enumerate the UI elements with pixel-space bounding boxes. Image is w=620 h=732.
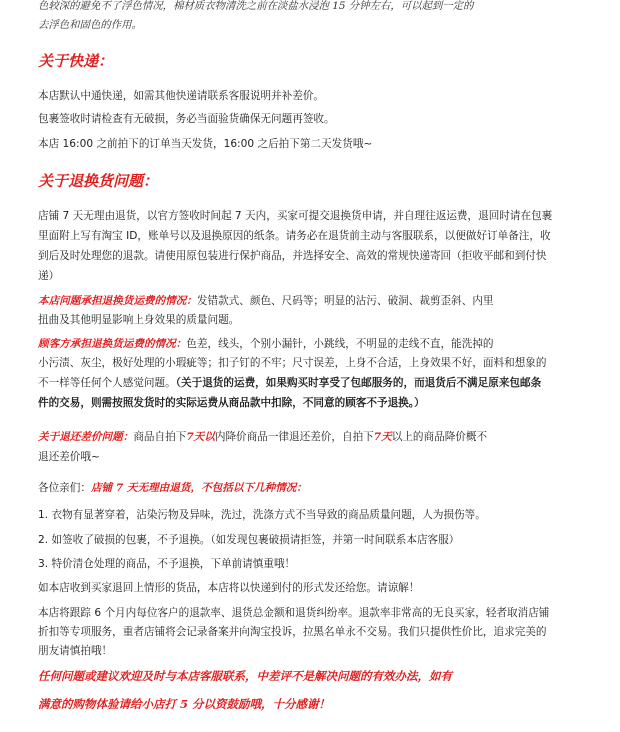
exceptions-intro <box>38 478 612 498</box>
policy-line: 本店将跟踪 6 个月内每位客户的退款率、退货总金额和退货纠纷率。退款率非常高的无良买家，轻者取消店铺 <box>38 607 550 619</box>
store-pays-block <box>38 291 612 311</box>
customer-pays-block <box>38 334 612 354</box>
exception-item: 3. 特价清仓处理的商品，不予退换，下单前请慎重哦！ <box>38 558 296 570</box>
price-diff-block <box>38 427 612 447</box>
shipping-fee-note: （关于退货的运费，如果购买时享受了包邮服务的，而退货后不满足原来包邮条 <box>175 377 542 389</box>
exceptions-notice: 如本店收到买家退回上情形的货品，本店将以快递到付的形式发还给您。请谅解！ <box>38 582 420 594</box>
store-pays-label: 本店问题承担退换货运费的情况： <box>38 295 197 307</box>
price-diff-text: 以上的商品降价概不 <box>391 431 488 443</box>
returns-line: 里面附上写有淘宝 ID，账单号以及退换原因的纸条。请务必在退货前主动与客服联系，以便做好订单备注，收 <box>38 230 551 242</box>
customer-pays-line <box>38 373 612 393</box>
closing-line: 满意的购物体验请给小店打 5 分以资鼓励哦，十分感谢！ <box>38 697 331 711</box>
shipping-fee-note-line: 件的交易，则需按照发货时的实际运费从商品款中扣除，不同意的顾客不予退换。） <box>38 397 425 409</box>
closing-line: 任何问题或建议欢迎及时与本店客服联系，中差评不是解决问题的有效办法，如有 <box>38 669 452 683</box>
intro-line: 去浮色和固色的作用。 <box>38 19 142 31</box>
customer-pays-text: 不一样等任何个人感觉问题。 <box>38 377 176 389</box>
returns-line: 到后及时处理您的退款。请使用原包装进行保护商品，并选择安全、高效的常规快递寄回（拒收平邮和到付快 <box>38 250 547 262</box>
shipping-line: 包裹签收时请检查有无破损，务必当面验货确保无问题再签收。 <box>38 113 335 125</box>
price-diff-text: 商品自拍下 <box>133 431 187 443</box>
customer-pays-line: 小污渍、灰尘，极好处理的小瑕疵等；扣子钉的不牢；尺寸误差，上身不合适，上身效果不好，面料和想象的 <box>38 357 547 369</box>
shipping-line: 本店 16:00 之前拍下的订单当天发货，16:00 之后拍下第二天发货哦~ <box>38 138 373 150</box>
shipping-heading: 关于快递： <box>38 52 114 70</box>
shipping-line: 本店默认中通快递，如需其他快递请联系客服说明并补差价。 <box>38 90 325 102</box>
customer-pays-label: 顾客方承担退换货运费的情况： <box>38 338 187 350</box>
price-diff-line: 退还差价哦~ <box>38 451 100 463</box>
price-diff-heading: 关于退还差价问题： <box>38 431 134 443</box>
intro-line: 色较深的避免不了浮色情况，棉材质衣物清洗之前在淡盐水浸泡 15 分钟左右，可以起到一定的 <box>38 0 474 12</box>
exception-item: 2. 如签收了破损的包裹，不予退换。（如发现包裹破损请拒签，并第一时间联系本店客服） <box>38 534 460 546</box>
returns-line: 店铺 7 天无理由退货，以官方签收时间起 7 天内，买家可提交退换货申请，并自理往返运费，退回时请在包裹 <box>38 210 553 222</box>
returns-heading: 关于退换货问题： <box>38 172 159 190</box>
price-diff-days: 7天 <box>373 431 392 443</box>
returns-line: 递） <box>38 270 60 282</box>
policy-line: 朋友请慎拍哦！ <box>38 645 113 657</box>
price-diff-days: 7天以 <box>186 431 215 443</box>
store-pays-text: 发错款式、颜色、尺码等；明显的沾污、破洞、裁剪歪斜、内里 <box>196 295 494 307</box>
price-diff-text: 内降价商品一律退还差价，自拍下 <box>214 431 374 443</box>
store-pays-line: 扭曲及其他明显影响上身效果的质量问题。 <box>38 314 240 326</box>
exceptions-note: 店铺 7 天无理由退货，不包括以下几种情况： <box>90 482 307 494</box>
customer-pays-text: 色差，线头，个别小漏针，小跳线，不明显的走线不直，能洗掉的 <box>186 338 494 350</box>
exception-item: 1. 衣物有显著穿着，沾染污物及异味，洗过，洗涤方式不当导致的商品质量问题，人为损伤等。 <box>38 509 486 521</box>
policy-line: 折扣等专项服务，重者店铺将会记录备案并向淘宝投诉，拉黑名单永不交易。我们只提供性价比，追求完美的 <box>38 626 547 638</box>
greeting: 各位亲们： <box>38 482 91 494</box>
